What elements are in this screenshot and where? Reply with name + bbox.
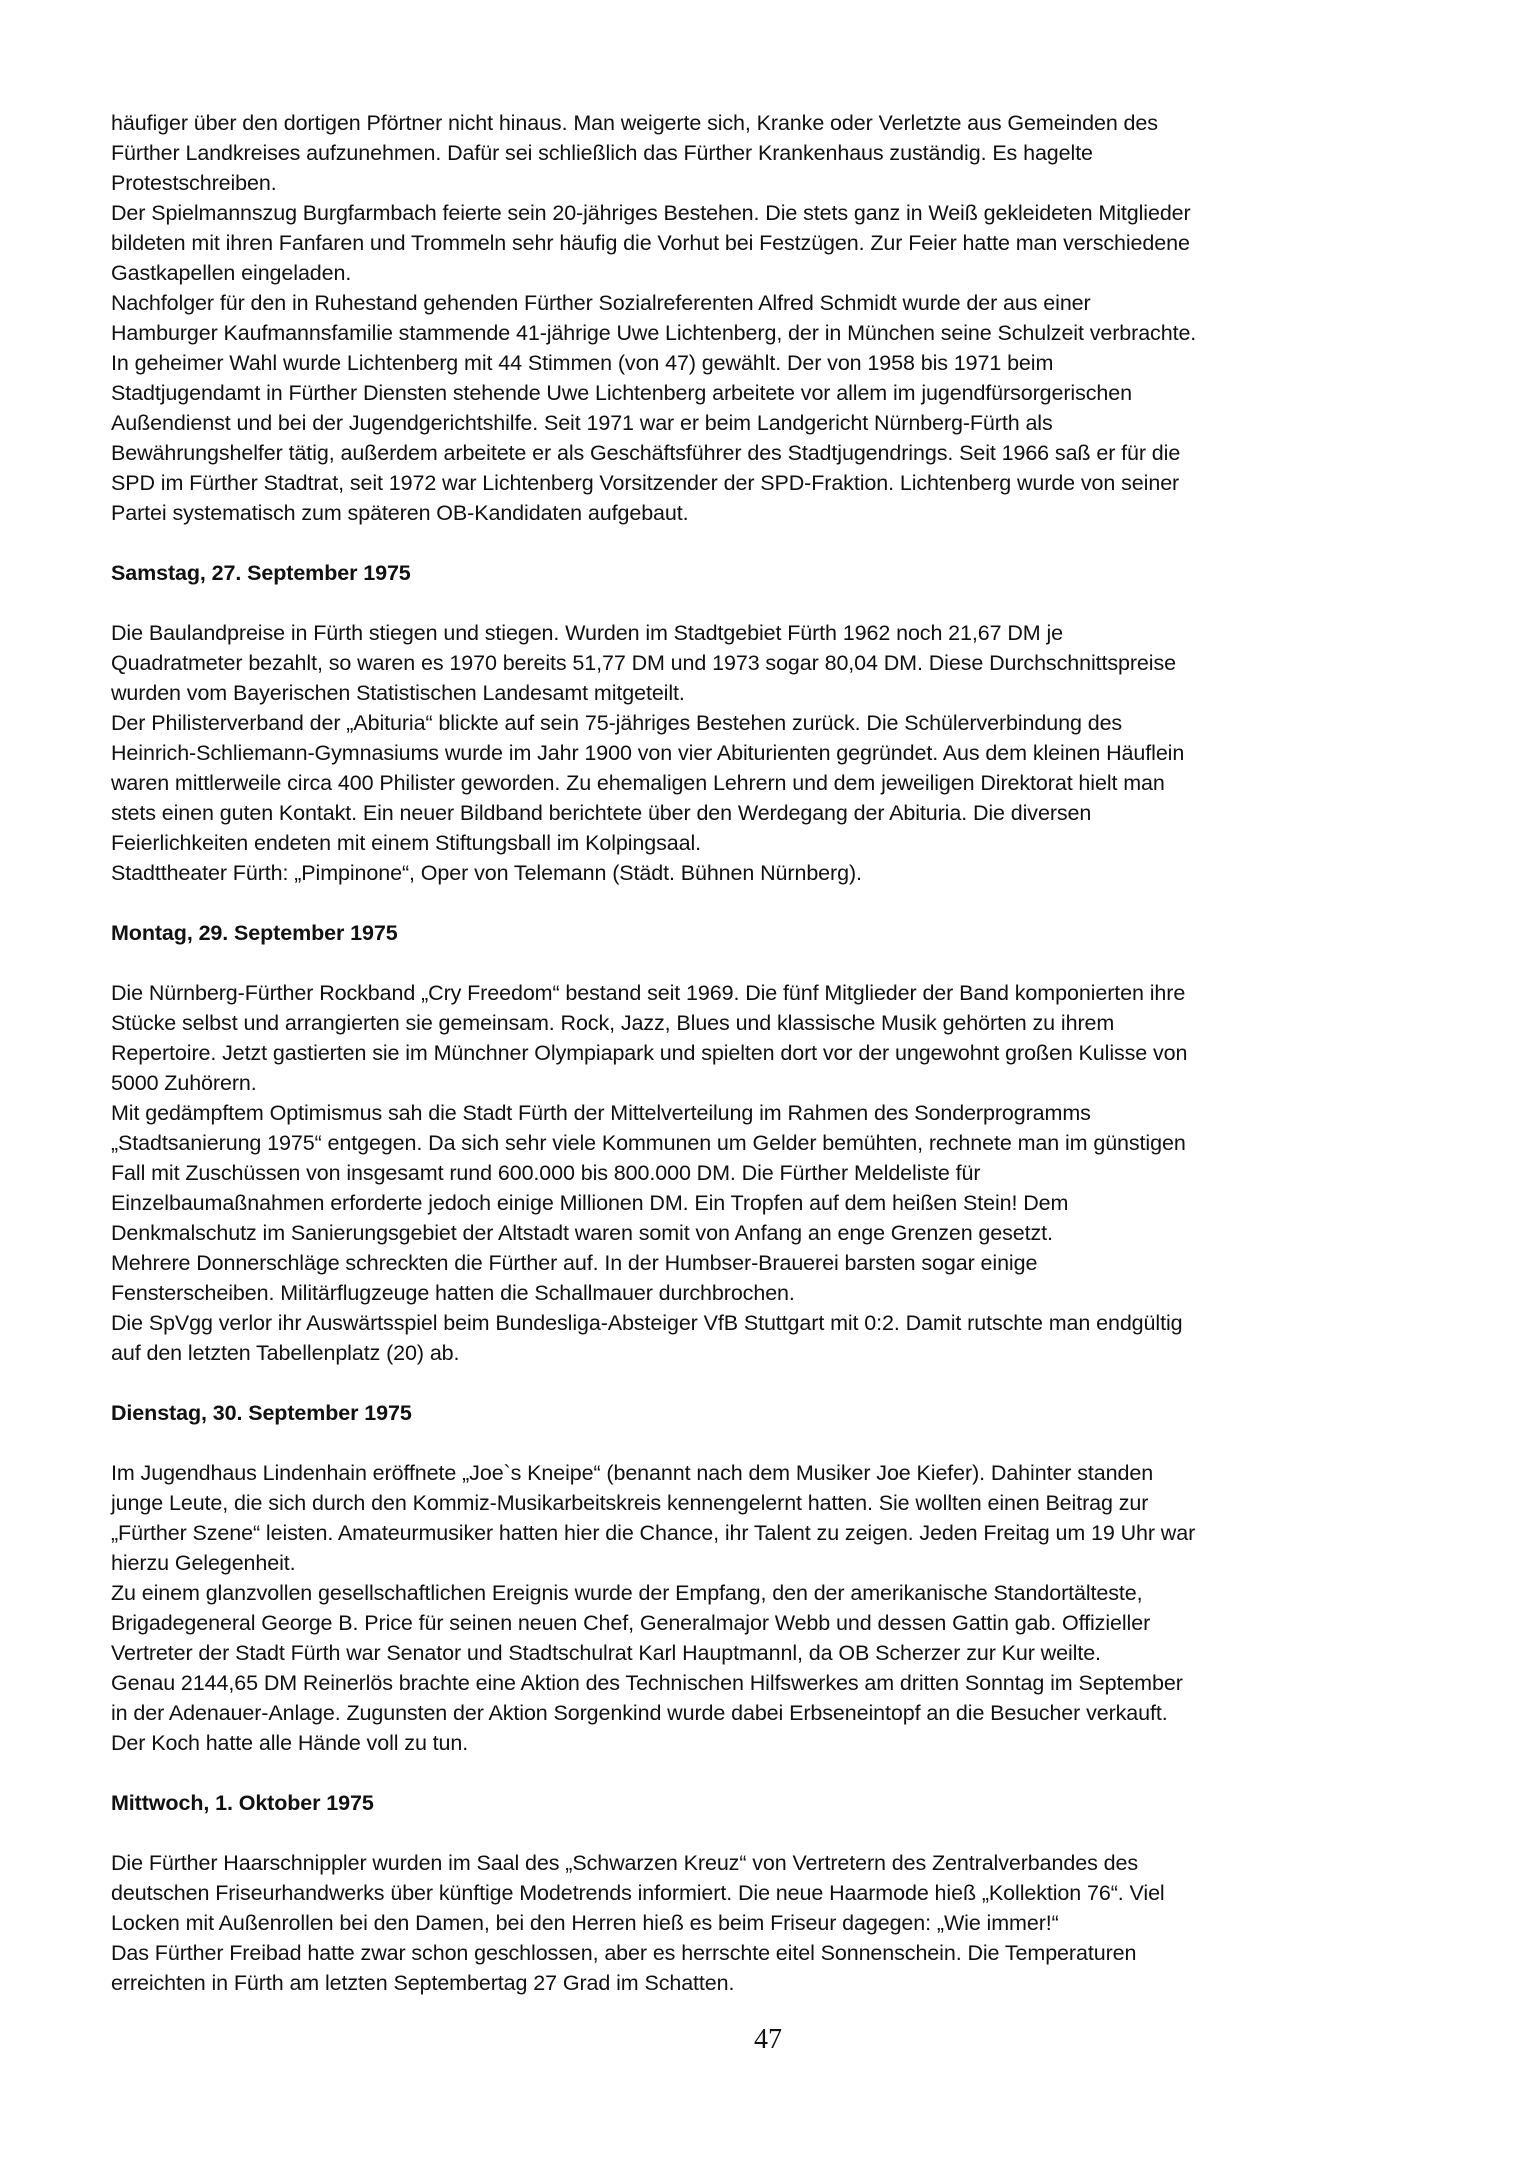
section-heading: Mittwoch, 1. Oktober 1975 [111, 1791, 374, 1815]
text-line: bildeten mit ihren Fanfaren und Trommeln sehr häufig die Vorhut bei Festzügen. Zur Feier hatte man verschiedene [111, 231, 1190, 255]
paragraph [111, 1848, 1441, 1938]
text-line: In geheimer Wahl wurde Lichtenberg mit 44 Stimmen (von 47) gewählt. Der von 1958 bis 1971 beim [111, 351, 1054, 375]
paragraph [111, 1668, 1441, 1758]
text-line: Stücke selbst und arrangierten sie gemeinsam. Rock, Jazz, Blues und klassische Musik gehörten zu ihrem [111, 1011, 1115, 1035]
text-line: waren mittlerweile circa 400 Philister geworden. Zu ehemaligen Lehrern und dem jeweiligen Direktorat hielt man [111, 771, 1165, 795]
text-line: „Stadtsanierung 1975“ entgegen. Da sich sehr viele Kommunen um Gelder bemühten, rechnete man im günstigen [111, 1131, 1186, 1155]
text-line: Das Fürther Freibad hatte zwar schon geschlossen, aber es herrschte eitel Sonnenschein. Die Temperaturen [111, 1941, 1137, 1965]
section-montag-29-september [111, 918, 1441, 1368]
intro-section [111, 108, 1441, 528]
text-line: Protestschreiben. [111, 171, 277, 195]
paragraph [111, 1458, 1441, 1578]
text-line: Brigadegeneral George B. Price für seinen neuen Chef, Generalmajor Webb und dessen Gattin gab. Offizieller [111, 1611, 1151, 1635]
text-line: Der Spielmannszug Burgfarmbach feierte sein 20-jähriges Bestehen. Die stets ganz in Weiß gekleideten Mitglieder [111, 201, 1191, 225]
section-mittwoch-1-oktober [111, 1788, 1441, 1998]
text-line: Die Fürther Haarschnippler wurden im Saal des „Schwarzen Kreuz“ von Vertretern des Zentralverbandes des [111, 1851, 1138, 1875]
text-line: Der Koch hatte alle Hände voll zu tun. [111, 1731, 469, 1755]
document-page [111, 108, 1441, 1998]
paragraph [111, 978, 1441, 1098]
text-line: wurden vom Bayerischen Statistischen Landesamt mitgeteilt. [111, 681, 685, 705]
text-line: Heinrich-Schliemann-Gymnasiums wurde im Jahr 1900 von vier Abiturienten gegründet. Aus dem kleinen Häuflein [111, 741, 1185, 765]
text-line: Die Nürnberg-Fürther Rockband „Cry Freedom“ bestand seit 1969. Die fünf Mitglieder der Band komponierten ihre [111, 981, 1186, 1005]
paragraph [111, 1248, 1441, 1308]
paragraph [111, 288, 1441, 528]
text-line: Fensterscheiben. Militärflugzeuge hatten die Schallmauer durchbrochen. [111, 1281, 795, 1305]
text-line: Zu einem glanzvollen gesellschaftlichen Ereignis wurde der Empfang, den der amerikanische Standortälteste, [111, 1581, 1143, 1605]
text-line: Quadratmeter bezahlt, so waren es 1970 bereits 51,77 DM und 1973 sogar 80,04 DM. Diese Durchschnittspreise [111, 651, 1176, 675]
text-line: Denkmalschutz im Sanierungsgebiet der Altstadt waren somit von Anfang an enge Grenzen gesetzt. [111, 1221, 1053, 1245]
text-line: Im Jugendhaus Lindenhain eröffnete „Joe`s Kneipe“ (benannt nach dem Musiker Joe Kiefer). Dahinter standen [111, 1461, 1154, 1485]
text-line: Feierlichkeiten endeten mit einem Stiftungsball im Kolpingsaal. [111, 831, 702, 855]
text-line: junge Leute, die sich durch den Kommiz-Musikarbeitskreis kennengelernt hatten. Sie wollten einen Beitrag zur [111, 1491, 1149, 1515]
text-line: Hamburger Kaufmannsfamilie stammende 41-jährige Uwe Lichtenberg, der in München seine Schulzeit verbrachte. [111, 321, 1197, 345]
text-line: Mit gedämpftem Optimismus sah die Stadt Fürth der Mittelverteilung im Rahmen des Sonderprogramms [111, 1101, 1091, 1125]
text-line: Fürther Landkreises aufzunehmen. Dafür sei schließlich das Fürther Krankenhaus zuständig. Es hagelte [111, 141, 1093, 165]
text-line: Vertreter der Stadt Fürth war Senator und Stadtschulrat Karl Hauptmannl, da OB Scherzer zur Kur weilte. [111, 1641, 1101, 1665]
text-line: Stadtjugendamt in Fürther Diensten stehende Uwe Lichtenberg arbeitete vor allem im jugendfürsorgerischen [111, 381, 1132, 405]
text-line: Locken mit Außenrollen bei den Damen, bei den Herren hieß es beim Friseur dagegen: „Wie immer!“ [111, 1911, 1059, 1935]
text-line: Außendienst und bei der Jugendgerichtshilfe. Seit 1971 war er beim Landgericht Nürnberg-Fürth als [111, 411, 1053, 435]
page-number: 47 [754, 2024, 782, 2055]
text-line: Der Philisterverband der „Abituria“ blickte auf sein 75-jähriges Bestehen zurück. Die Schülerverbindung des [111, 711, 1123, 735]
text-line: Bewährungshelfer tätig, außerdem arbeitete er als Geschäftsführer des Stadtjugendrings. Seit 1966 saß er für die [111, 441, 1181, 465]
section-heading: Montag, 29. September 1975 [111, 921, 398, 945]
text-line: Einzelbaumaßnahmen erforderte jedoch einige Millionen DM. Ein Tropfen auf dem heißen Stein! Dem [111, 1191, 1069, 1215]
text-line: Die SpVgg verlor ihr Auswärtsspiel beim Bundesliga-Absteiger VfB Stuttgart mit 0:2. Damit rutschte man endgültig [111, 1311, 1183, 1335]
paragraph [111, 198, 1441, 288]
text-line: in der Adenauer-Anlage. Zugunsten der Aktion Sorgenkind wurde dabei Erbseneintopf an die Besucher verkauft. [111, 1701, 1168, 1725]
text-line: Stadttheater Fürth: „Pimpinone“, Oper von Telemann (Städt. Bühnen Nürnberg). [111, 861, 862, 885]
section-heading: Samstag, 27. September 1975 [111, 561, 411, 585]
text-line: Mehrere Donnerschläge schreckten die Fürther auf. In der Humbser-Brauerei barsten sogar einige [111, 1251, 1038, 1275]
text-line: Die Baulandpreise in Fürth stiegen und stiegen. Wurden im Stadtgebiet Fürth 1962 noch 21,67 DM je [111, 621, 1064, 645]
text-line: hierzu Gelegenheit. [111, 1551, 296, 1575]
text-line: 5000 Zuhörern. [111, 1071, 257, 1095]
section-heading: Dienstag, 30. September 1975 [111, 1401, 412, 1425]
section-dienstag-30-september [111, 1398, 1441, 1758]
text-line: stets einen guten Kontakt. Ein neuer Bildband berichtete über den Werdegang der Abituria. Die diversen [111, 801, 1092, 825]
text-line: Fall mit Zuschüssen von insgesamt rund 600.000 bis 800.000 DM. Die Fürther Meldeliste für [111, 1161, 981, 1185]
paragraph [111, 618, 1441, 708]
text-line: Gastkapellen eingeladen. [111, 261, 352, 285]
section-samstag-27-september [111, 558, 1441, 888]
text-line: Partei systematisch zum späteren OB-Kandidaten aufgebaut. [111, 501, 689, 525]
paragraph [111, 1938, 1441, 1998]
text-line: auf den letzten Tabellenplatz (20) ab. [111, 1341, 460, 1365]
paragraph [111, 1098, 1441, 1248]
paragraph [111, 1578, 1441, 1668]
text-line: SPD im Fürther Stadtrat, seit 1972 war Lichtenberg Vorsitzender der SPD-Fraktion. Lichtenberg wurde von seiner [111, 471, 1180, 495]
text-line: häufiger über den dortigen Pförtner nicht hinaus. Man weigerte sich, Kranke oder Verletzte aus Gemeinden des [111, 111, 1158, 135]
text-line: Repertoire. Jetzt gastierten sie im Münchner Olympiapark und spielten dort vor der ungewohnt großen Kulisse von [111, 1041, 1188, 1065]
text-line: deutschen Friseurhandwerks über künftige Modetrends informiert. Die neue Haarmode hieß „Kollektion 76“. Viel [111, 1881, 1165, 1905]
paragraph [111, 108, 1441, 198]
text-line: Genau 2144,65 DM Reinerlös brachte eine Aktion des Technischen Hilfswerkes am dritten Sonntag im September [111, 1671, 1183, 1695]
paragraph [111, 858, 1441, 888]
paragraph [111, 708, 1441, 858]
paragraph [111, 1308, 1441, 1368]
text-line: erreichten in Fürth am letzten Septembertag 27 Grad im Schatten. [111, 1971, 735, 1995]
text-line: Nachfolger für den in Ruhestand gehenden Fürther Sozialreferenten Alfred Schmidt wurde der aus einer [111, 291, 1091, 315]
text-line: „Fürther Szene“ leisten. Amateurmusiker hatten hier die Chance, ihr Talent zu zeigen. Jeden Freitag um 19 Uhr war [111, 1521, 1196, 1545]
